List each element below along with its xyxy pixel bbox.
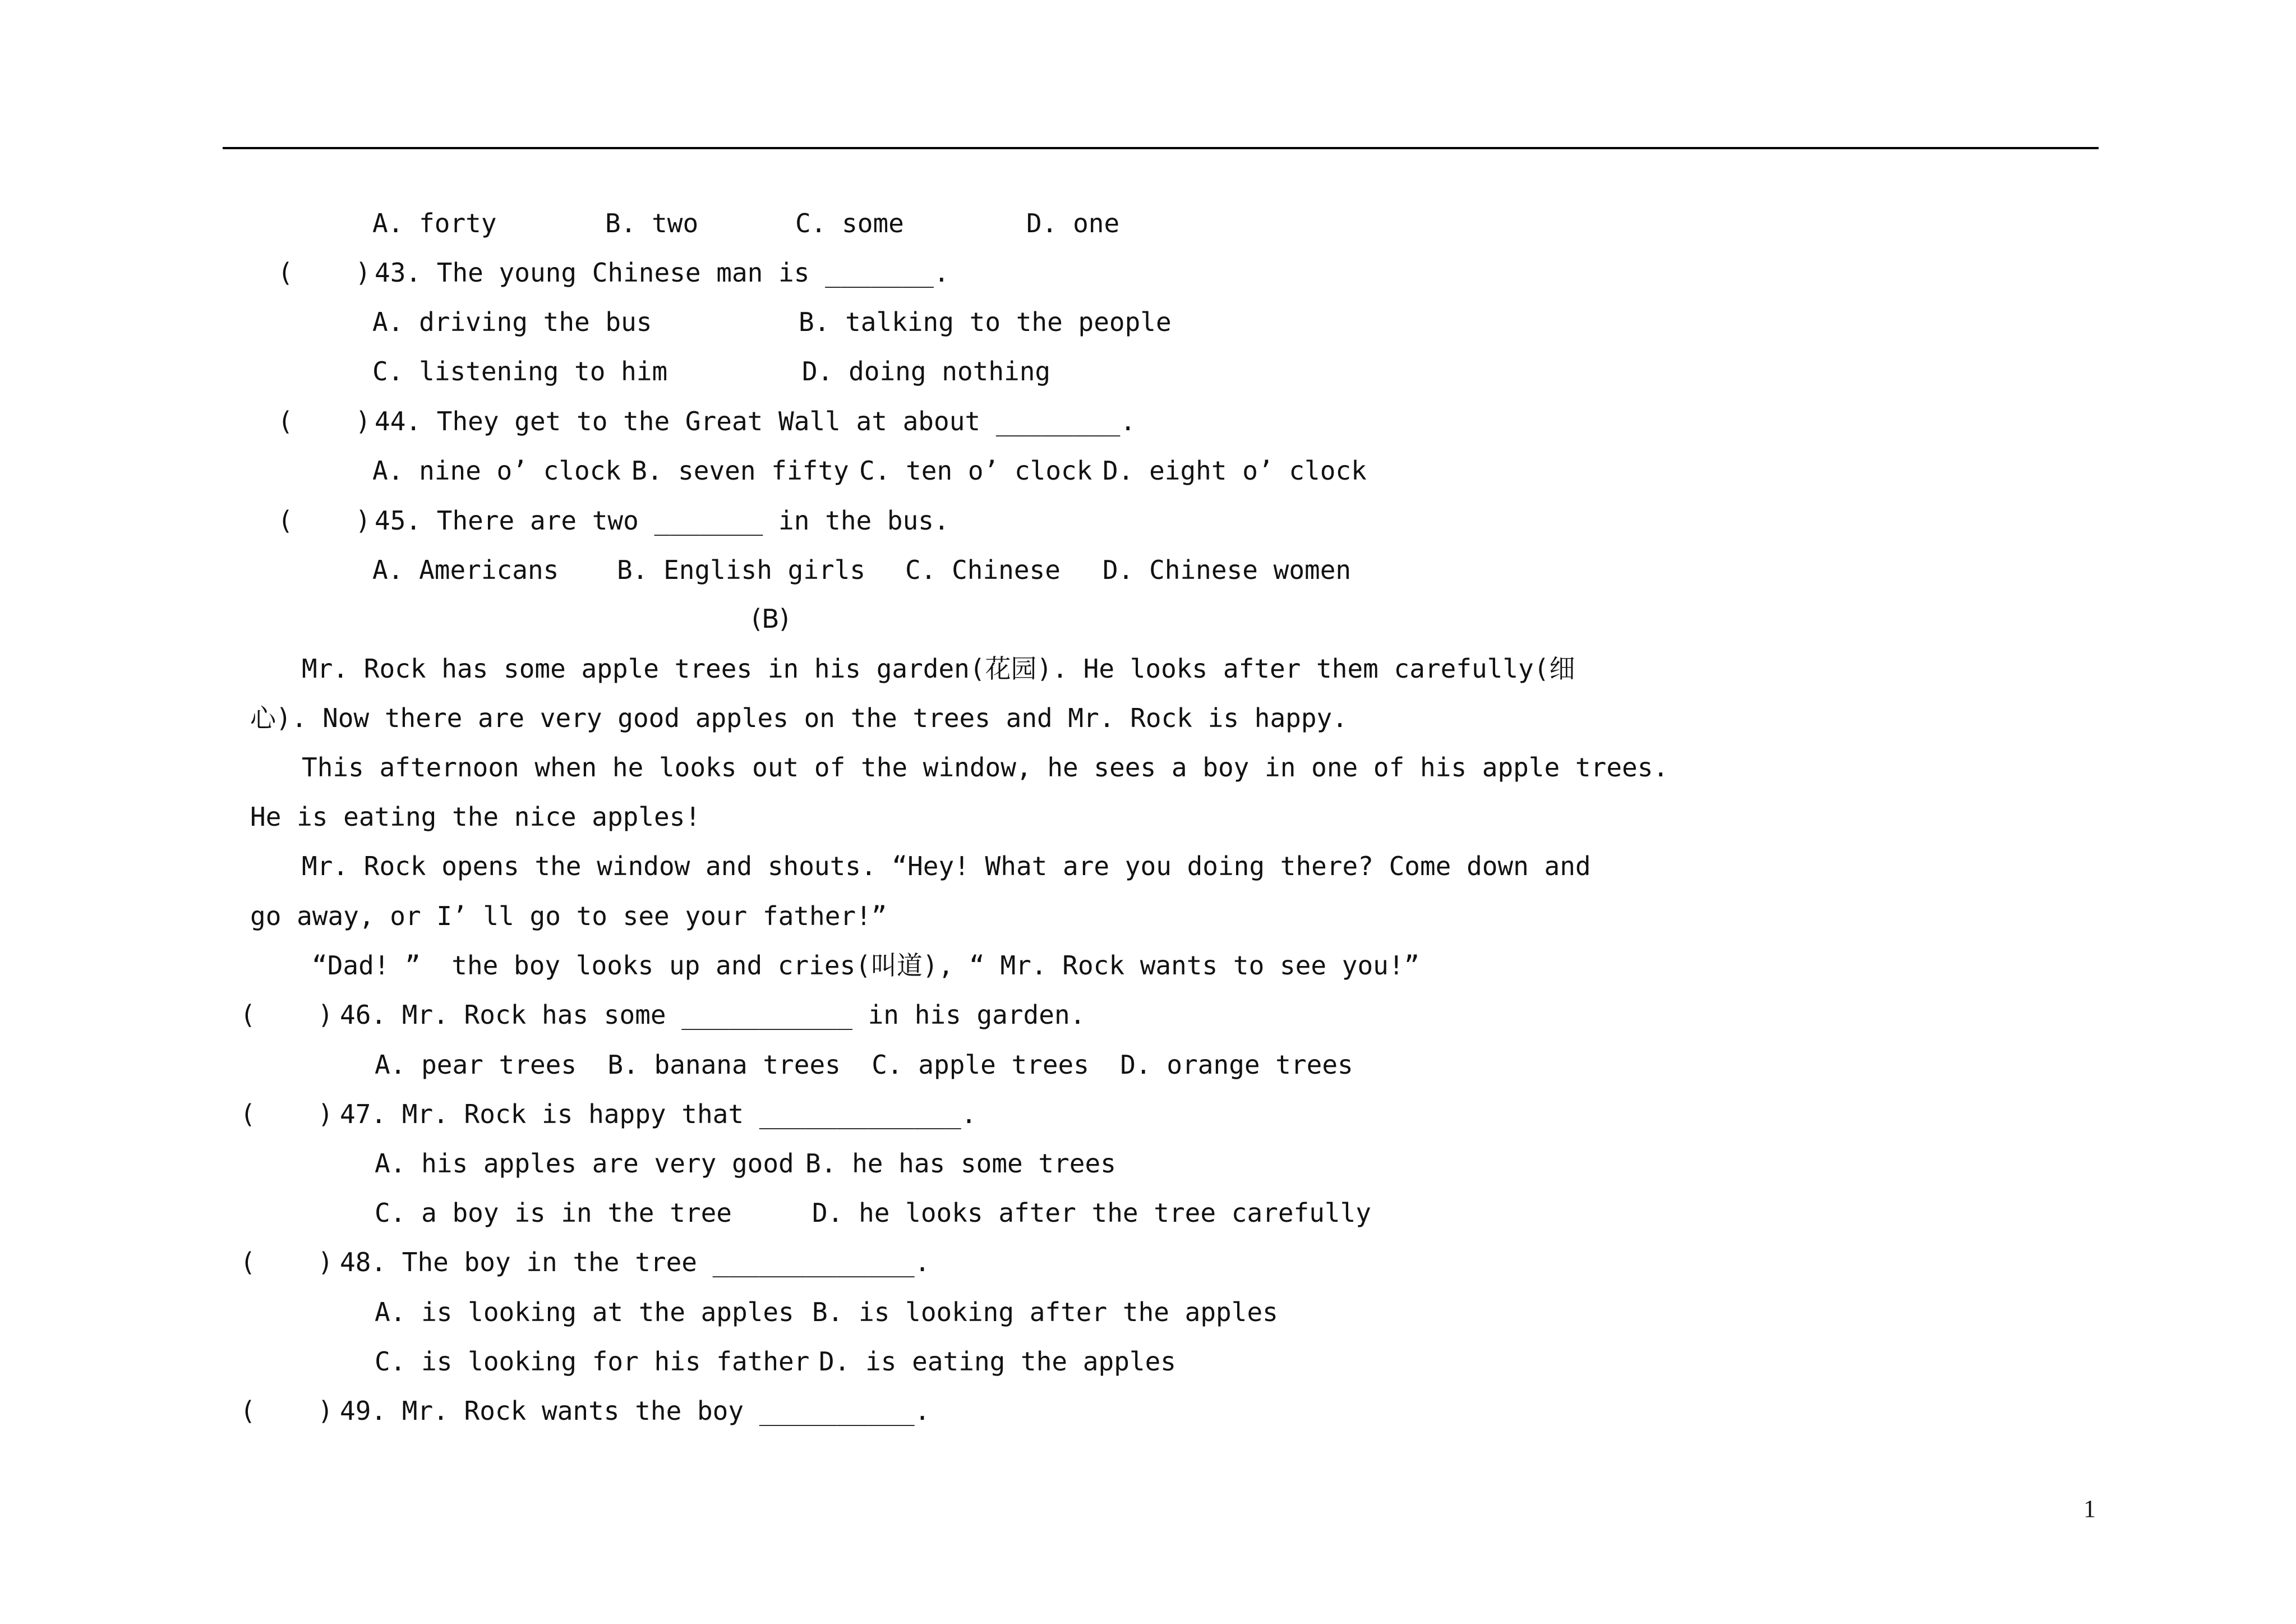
- q48-option-a: A. is looking at the apples: [375, 1297, 794, 1327]
- q44-answer-bracket: ( ): [278, 406, 371, 436]
- q46-options: A. pear trees B. banana trees C. apple trees D. orange trees: [375, 1050, 1353, 1080]
- q45-option-a: A. Americans: [372, 555, 559, 585]
- q46-stem: 46. Mr. Rock has some ___________ in his garden.: [340, 1000, 1086, 1030]
- q44-option-d: D. eight o’ clock: [1103, 456, 1367, 486]
- q48-option-d: D. is eating the apples: [819, 1346, 1176, 1377]
- q43-option-a: A. driving the bus: [372, 307, 652, 337]
- q48-option-c: C. is looking for his father: [375, 1346, 810, 1377]
- q47-answer-bracket: ( ): [240, 1099, 334, 1129]
- q42-option-d: D. one: [1026, 208, 1120, 238]
- q43-option-d: D. doing nothing: [802, 356, 1051, 387]
- q44-option-c: C. ten o’ clock: [859, 456, 1092, 486]
- q45-option-c: C. Chinese: [905, 555, 1061, 585]
- q42-option-c: C. some: [795, 208, 904, 238]
- q42-option-b: B. two: [605, 208, 699, 238]
- q46-answer-bracket: ( ): [240, 1000, 334, 1030]
- q43-answer-bracket: ( ): [278, 257, 371, 288]
- q49-answer-bracket: ( ): [240, 1396, 334, 1426]
- q47-option-c: C. a boy is in the tree: [375, 1198, 732, 1228]
- passage-p3-line1: Mr. Rock opens the window and shouts. “Hey! What are you doing there? Come down and: [302, 851, 1591, 881]
- q47-stem: 47. Mr. Rock is happy that _____________.: [340, 1099, 977, 1129]
- q48-stem: 48. The boy in the tree _____________.: [340, 1247, 930, 1277]
- passage-p1-line1: Mr. Rock has some apple trees in his garden(花园). He looks after them carefully(细: [302, 654, 1575, 684]
- q47-option-a: A. his apples are very good: [375, 1148, 794, 1179]
- q44-stem: 44. They get to the Great Wall at about ________.: [375, 406, 1136, 436]
- q44-option-b: B. seven fifty: [631, 456, 849, 486]
- q47-option-b: B. he has some trees: [805, 1148, 1116, 1179]
- passage-p3-line2: go away, or I’ ll go to see your father!”: [250, 901, 887, 931]
- page-number: 1: [2083, 1495, 2096, 1522]
- q45-stem: 45. There are two _______ in the bus.: [375, 505, 949, 536]
- q45-option-d: D. Chinese women: [1103, 555, 1352, 585]
- q48-option-b: B. is looking after the apples: [812, 1297, 1278, 1327]
- q44-option-a: A. nine o’ clock: [372, 456, 621, 486]
- header-rule: [223, 147, 2099, 149]
- section-b-heading: (B): [751, 604, 790, 634]
- q43-option-b: B. talking to the people: [799, 307, 1172, 337]
- passage-p2-line1: This afternoon when he looks out of the window, he sees a boy in one of his apple trees.: [302, 752, 1669, 783]
- passage-p1-line2: 心). Now there are very good apples on the trees and Mr. Rock is happy.: [250, 703, 1348, 733]
- passage-p4-line1: “Dad! ” the boy looks up and cries(叫道), “ Mr. Rock wants to see you!”: [312, 950, 1420, 981]
- q43-option-c: C. listening to him: [372, 356, 668, 387]
- q49-stem: 49. Mr. Rock wants the boy __________.: [340, 1396, 930, 1426]
- q48-answer-bracket: ( ): [240, 1247, 334, 1277]
- q45-answer-bracket: ( ): [278, 505, 371, 536]
- q42-option-a: A. forty: [372, 208, 497, 238]
- q43-stem: 43. The young Chinese man is _______.: [375, 257, 949, 288]
- q45-option-b: B. English girls: [617, 555, 866, 585]
- passage-p2-line2: He is eating the nice apples!: [250, 802, 701, 832]
- q47-option-d: D. he looks after the tree carefully: [812, 1198, 1371, 1228]
